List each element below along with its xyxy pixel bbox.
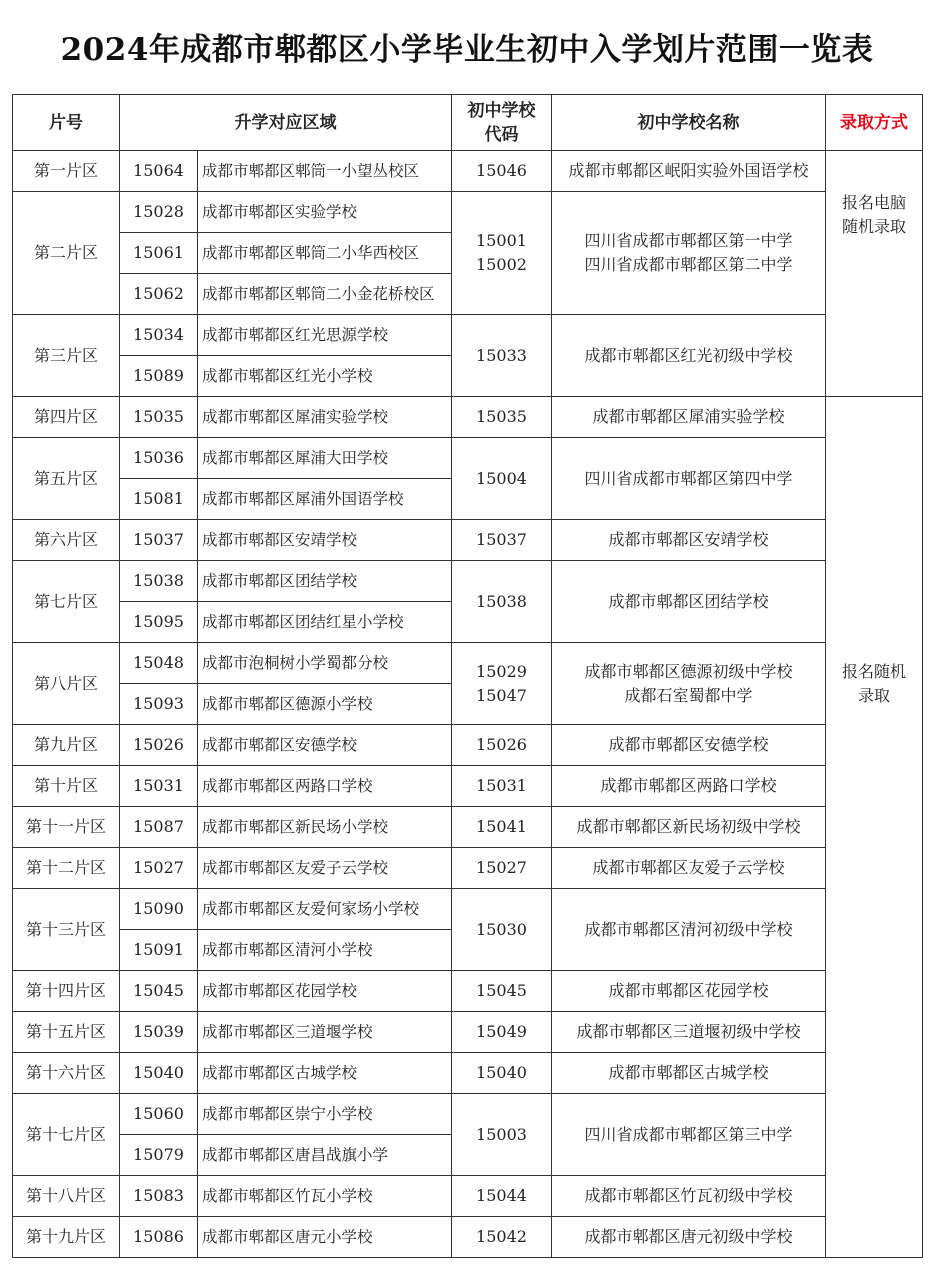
primary-code-cell: 15026	[120, 725, 198, 766]
middle-school-code-cell	[452, 438, 552, 520]
middle-school-code-cell	[452, 315, 552, 397]
middle-school-code-cell	[452, 725, 552, 766]
primary-code-cell: 15035	[120, 397, 198, 438]
header-method: 录取方式	[826, 95, 923, 151]
middle-school-name: 成都市郫都区唐元初级中学校	[584, 1227, 793, 1246]
primary-code-cell: 15095	[120, 602, 198, 643]
middle-school-name: 成都市郫都区花园学校	[608, 981, 769, 1000]
primary-name-cell: 成都市郫都区安德学校	[198, 725, 452, 766]
middle-school-code: 15004	[476, 468, 527, 488]
middle-school-name: 成都市郫都区安德学校	[608, 735, 769, 754]
primary-code-cell: 15091	[120, 930, 198, 971]
middle-school-name-cell	[552, 520, 826, 561]
middle-school-code-cell	[452, 151, 552, 192]
primary-code-cell: 15034	[120, 315, 198, 356]
primary-name-cell: 成都市郫都区友爱何家场小学校	[198, 889, 452, 930]
middle-school-name-cell	[552, 1012, 826, 1053]
middle-school-code: 15001	[476, 231, 527, 250]
primary-name-cell: 成都市郫都区犀浦外国语学校	[198, 479, 452, 520]
middle-school-code: 15003	[476, 1124, 527, 1144]
middle-school-name-cell	[552, 397, 826, 438]
primary-code-cell: 15087	[120, 807, 198, 848]
middle-school-name-cell	[552, 1217, 826, 1258]
middle-school-name: 成都市郫都区竹瓦初级中学校	[584, 1186, 793, 1205]
middle-school-code: 15038	[476, 591, 527, 611]
primary-name-cell: 成都市郫都区犀浦大田学校	[198, 438, 452, 479]
admission-method-line: 报名随机	[841, 662, 906, 681]
middle-school-name-cell	[552, 192, 826, 315]
middle-school-code-cell	[452, 971, 552, 1012]
primary-code-cell: 15048	[120, 643, 198, 684]
middle-school-code-cell	[452, 561, 552, 643]
primary-code-cell: 15038	[120, 561, 198, 602]
zone-cell: 第二片区	[13, 192, 120, 315]
zone-cell: 第三片区	[13, 315, 120, 397]
middle-school-name-cell	[552, 643, 826, 725]
primary-name-cell: 成都市郫都区实验学校	[198, 192, 452, 233]
zone-cell: 第六片区	[13, 520, 120, 561]
middle-school-name-cell	[552, 1176, 826, 1217]
middle-school-code-cell	[452, 848, 552, 889]
table-row	[13, 1012, 923, 1053]
table-row	[13, 1053, 923, 1094]
middle-school-code-cell	[452, 643, 552, 725]
table-row	[13, 397, 923, 438]
primary-code-cell: 15090	[120, 889, 198, 930]
zone-cell: 第八片区	[13, 643, 120, 725]
table-row	[13, 1094, 923, 1135]
middle-school-name: 成都市郫都区安靖学校	[608, 530, 769, 549]
primary-name-cell: 成都市郫都区犀浦实验学校	[198, 397, 452, 438]
primary-name-cell: 成都市郫都区郫筒二小华西校区	[198, 233, 452, 274]
middle-school-code: 15030	[476, 919, 527, 939]
middle-school-code: 15047	[476, 685, 527, 705]
primary-name-cell: 成都市郫都区安靖学校	[198, 520, 452, 561]
table-row	[13, 520, 923, 561]
middle-school-name-cell	[552, 971, 826, 1012]
table-row	[13, 438, 923, 479]
middle-school-name: 四川省成都市郫都区第四中学	[584, 468, 793, 488]
admission-method-line: 随机录取	[841, 217, 906, 236]
primary-name-cell: 成都市郫都区唐元小学校	[198, 1217, 452, 1258]
middle-school-name-cell	[552, 848, 826, 889]
middle-school-code-cell	[452, 889, 552, 971]
middle-school-code-cell	[452, 766, 552, 807]
middle-school-code: 15037	[476, 530, 527, 549]
middle-school-code-cell	[452, 1012, 552, 1053]
middle-school-name-cell	[552, 766, 826, 807]
middle-school-name-cell	[552, 561, 826, 643]
admission-method-line: 录取	[857, 686, 890, 705]
zone-cell: 第十二片区	[13, 848, 120, 889]
primary-name-cell: 成都市郫都区两路口学校	[198, 766, 452, 807]
middle-school-code: 15031	[476, 776, 527, 795]
primary-name-cell: 成都市郫都区友爱子云学校	[198, 848, 452, 889]
zone-cell: 第九片区	[13, 725, 120, 766]
table-row	[13, 315, 923, 356]
table-row	[13, 1217, 923, 1258]
primary-name-cell: 成都市郫都区竹瓦小学校	[198, 1176, 452, 1217]
middle-school-code: 15027	[476, 858, 527, 877]
primary-code-cell: 15064	[120, 151, 198, 192]
middle-school-code: 15035	[476, 407, 527, 426]
header-region: 升学对应区域	[120, 95, 452, 151]
primary-code-cell: 15086	[120, 1217, 198, 1258]
zone-cell: 第十五片区	[13, 1012, 120, 1053]
header-code	[452, 95, 552, 151]
middle-school-code-cell	[452, 1217, 552, 1258]
middle-school-name: 成都市郫都区德源初级中学校	[584, 661, 793, 681]
primary-code-cell: 15028	[120, 192, 198, 233]
admission-method-line: 报名电脑	[841, 193, 906, 212]
table-row	[13, 971, 923, 1012]
primary-name-cell: 成都市郫都区德源小学校	[198, 684, 452, 725]
primary-name-cell: 成都市郫都区红光小学校	[198, 356, 452, 397]
table-body	[13, 151, 923, 1258]
primary-name-cell: 成都市郫都区三道堰学校	[198, 1012, 452, 1053]
zone-cell: 第十九片区	[13, 1217, 120, 1258]
middle-school-code-cell	[452, 397, 552, 438]
zone-cell: 第七片区	[13, 561, 120, 643]
table-row	[13, 151, 923, 192]
middle-school-name: 成都市郫都区两路口学校	[600, 776, 777, 795]
middle-school-name-cell	[552, 1053, 826, 1094]
middle-school-code-cell	[452, 1094, 552, 1176]
middle-school-code: 15033	[476, 345, 527, 365]
middle-school-name-cell	[552, 889, 826, 971]
zone-cell: 第一片区	[13, 151, 120, 192]
middle-school-code-cell	[452, 1053, 552, 1094]
middle-school-name: 四川省成都市郫都区第一中学	[584, 231, 793, 250]
admission-method-cell	[826, 397, 923, 1258]
middle-school-code-cell	[452, 192, 552, 315]
middle-school-code-cell	[452, 1176, 552, 1217]
primary-code-cell: 15061	[120, 233, 198, 274]
primary-code-cell: 15027	[120, 848, 198, 889]
table-row	[13, 561, 923, 602]
primary-code-cell: 15083	[120, 1176, 198, 1217]
primary-code-cell: 15036	[120, 438, 198, 479]
zone-cell: 第十四片区	[13, 971, 120, 1012]
middle-school-code: 15042	[476, 1227, 527, 1246]
table-row	[13, 1176, 923, 1217]
middle-school-name-cell	[552, 151, 826, 192]
middle-school-name: 四川省成都市郫都区第三中学	[584, 1124, 793, 1144]
middle-school-code: 15029	[476, 661, 527, 681]
middle-school-code: 15002	[476, 255, 527, 274]
middle-school-code: 15045	[476, 981, 527, 1000]
table-row	[13, 889, 923, 930]
primary-name-cell: 成都市郫都区郫筒一小望丛校区	[198, 151, 452, 192]
table-row	[13, 725, 923, 766]
middle-school-name-cell	[552, 438, 826, 520]
middle-school-name-cell	[552, 315, 826, 397]
header-code-line2: 代码	[484, 124, 519, 145]
header-zone: 片号	[13, 95, 120, 151]
primary-code-cell: 15031	[120, 766, 198, 807]
primary-name-cell: 成都市郫都区唐昌战旗小学	[198, 1135, 452, 1176]
middle-school-code: 15041	[476, 817, 527, 836]
primary-code-cell: 15060	[120, 1094, 198, 1135]
middle-school-name-cell	[552, 1094, 826, 1176]
primary-code-cell: 15039	[120, 1012, 198, 1053]
primary-code-cell: 15093	[120, 684, 198, 725]
middle-school-name: 成都市郫都区新民场初级中学校	[576, 817, 801, 836]
middle-school-name-cell	[552, 725, 826, 766]
middle-school-name: 成都市郫都区岷阳实验外国语学校	[568, 161, 809, 180]
header-code-line1: 初中学校	[467, 100, 536, 121]
header-row	[13, 95, 923, 151]
primary-name-cell: 成都市郫都区花园学校	[198, 971, 452, 1012]
zone-cell: 第十八片区	[13, 1176, 120, 1217]
primary-code-cell: 15079	[120, 1135, 198, 1176]
primary-name-cell: 成都市郫都区清河小学校	[198, 930, 452, 971]
primary-name-cell: 成都市泡桐树小学蜀都分校	[198, 643, 452, 684]
middle-school-code: 15040	[476, 1063, 527, 1082]
middle-school-code: 15049	[476, 1022, 527, 1041]
table-row	[13, 807, 923, 848]
primary-code-cell: 15045	[120, 971, 198, 1012]
middle-school-name-cell	[552, 807, 826, 848]
page-title: 2024年成都市郫都区小学毕业生初中入学划片范围一览表	[60, 31, 874, 68]
primary-name-cell: 成都市郫都区崇宁小学校	[198, 1094, 452, 1135]
primary-code-cell: 15040	[120, 1053, 198, 1094]
primary-code-cell: 15089	[120, 356, 198, 397]
zone-cell: 第四片区	[13, 397, 120, 438]
middle-school-name: 成都市郫都区三道堰初级中学校	[576, 1022, 801, 1041]
table-row	[13, 192, 923, 233]
middle-school-name: 成都市郫都区友爱子云学校	[592, 858, 785, 877]
zone-cell: 第十三片区	[13, 889, 120, 971]
zone-cell: 第十一片区	[13, 807, 120, 848]
zone-cell: 第十片区	[13, 766, 120, 807]
middle-school-code-cell	[452, 520, 552, 561]
table-row	[13, 766, 923, 807]
middle-school-code-cell	[452, 807, 552, 848]
zoning-table	[12, 94, 923, 1258]
primary-name-cell: 成都市郫都区新民场小学校	[198, 807, 452, 848]
primary-name-cell: 成都市郫都区古城学校	[198, 1053, 452, 1094]
table-row	[13, 848, 923, 889]
header-school: 初中学校名称	[552, 95, 826, 151]
middle-school-name: 成都石室蜀都中学	[624, 685, 753, 705]
primary-code-cell: 15062	[120, 274, 198, 315]
primary-code-cell: 15037	[120, 520, 198, 561]
table-row	[13, 643, 923, 684]
middle-school-code: 15044	[476, 1186, 527, 1205]
middle-school-name: 成都市郫都区犀浦实验学校	[592, 407, 785, 426]
middle-school-name: 成都市郫都区红光初级中学校	[584, 345, 793, 365]
middle-school-code: 15026	[476, 735, 527, 754]
admission-method-cell	[826, 151, 923, 397]
zone-cell: 第十七片区	[13, 1094, 120, 1176]
primary-name-cell: 成都市郫都区团结学校	[198, 561, 452, 602]
middle-school-name: 四川省成都市郫都区第二中学	[584, 255, 793, 274]
primary-name-cell: 成都市郫都区团结红星小学校	[198, 602, 452, 643]
middle-school-name: 成都市郫都区清河初级中学校	[584, 919, 793, 939]
middle-school-code: 15046	[476, 161, 527, 180]
primary-name-cell: 成都市郫都区郫筒二小金花桥校区	[198, 274, 452, 315]
primary-name-cell: 成都市郫都区红光思源学校	[198, 315, 452, 356]
middle-school-name: 成都市郫都区团结学校	[608, 591, 769, 611]
primary-code-cell: 15081	[120, 479, 198, 520]
zone-cell: 第十六片区	[13, 1053, 120, 1094]
middle-school-name: 成都市郫都区古城学校	[608, 1063, 769, 1082]
zone-cell: 第五片区	[13, 438, 120, 520]
